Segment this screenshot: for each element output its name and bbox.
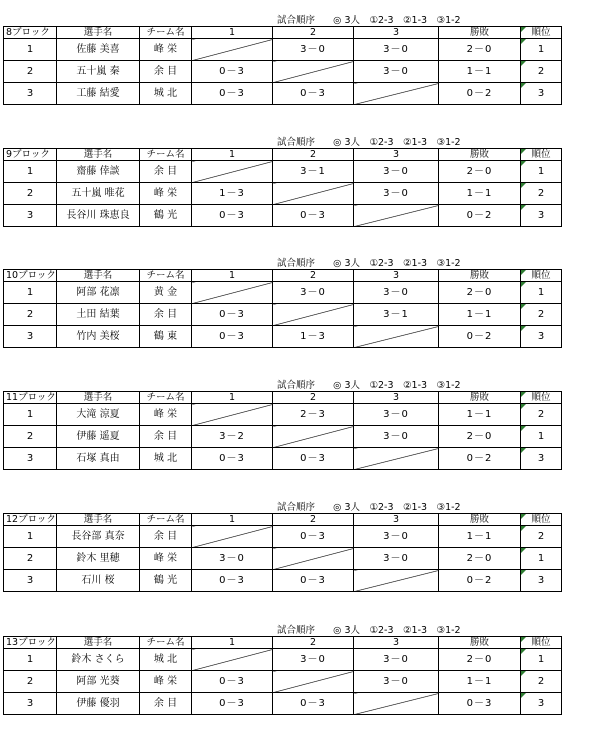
- team-name: 余 目: [140, 61, 192, 83]
- header-win-loss: 勝敗: [439, 149, 521, 161]
- result-vs-1: 3－2: [192, 426, 273, 448]
- match-order-detail: ◎ 3人 ①2-3 ②1-3 ③1-2: [333, 380, 461, 391]
- result-vs-3: 3－0: [354, 671, 439, 693]
- self-match-cell: [354, 693, 439, 715]
- result-vs-3: 3－0: [354, 426, 439, 448]
- result-vs-1: 0－3: [192, 205, 273, 227]
- team-name: 鶴 光: [140, 570, 192, 592]
- header-col-2: 2: [273, 514, 354, 526]
- result-vs-2: 0－3: [273, 526, 354, 548]
- result-vs-2: 1－3: [273, 326, 354, 348]
- match-order-label: 試合順序: [277, 502, 316, 513]
- result-vs-3: 3－0: [354, 649, 439, 671]
- player-number: 3: [4, 205, 57, 227]
- player-name: 佐藤 美喜: [57, 39, 140, 61]
- block-name: 12ブロック: [4, 514, 57, 526]
- self-match-cell: [354, 326, 439, 348]
- match-order-label: 試合順序: [277, 380, 316, 391]
- win-loss: 1－1: [439, 61, 521, 83]
- player-number: 3: [4, 83, 57, 105]
- header-player: 選手名: [57, 270, 140, 282]
- team-name: 城 北: [140, 83, 192, 105]
- header-col-2: 2: [273, 637, 354, 649]
- win-loss: 1－1: [439, 183, 521, 205]
- header-player: 選手名: [57, 637, 140, 649]
- player-number: 2: [4, 61, 57, 83]
- match-order-detail: ◎ 3人 ①2-3 ②1-3 ③1-2: [333, 137, 461, 148]
- table-row: [4, 83, 562, 105]
- rank: 3: [521, 448, 562, 470]
- header-col-3: 3: [354, 149, 439, 161]
- player-name: 竹内 美桜: [57, 326, 140, 348]
- win-loss: 1－1: [439, 526, 521, 548]
- table-row: [4, 526, 562, 548]
- table-row: [4, 570, 562, 592]
- header-col-2: 2: [273, 270, 354, 282]
- block-table: [3, 391, 562, 470]
- player-number: 1: [4, 526, 57, 548]
- header-team: チーム名: [140, 270, 192, 282]
- team-name: 峰 栄: [140, 548, 192, 570]
- header-row: [4, 392, 562, 404]
- block-name: 10ブロック: [4, 270, 57, 282]
- header-row: [4, 149, 562, 161]
- player-name: 鈴木 さくら: [57, 649, 140, 671]
- win-loss: 2－0: [439, 548, 521, 570]
- block-table: [3, 636, 562, 715]
- player-name: 長谷川 珠恵良: [57, 205, 140, 227]
- result-vs-1: 0－3: [192, 61, 273, 83]
- header-col-1: 1: [192, 637, 273, 649]
- header-col-1: 1: [192, 27, 273, 39]
- win-loss: 2－0: [439, 39, 521, 61]
- result-vs-3: 3－0: [354, 282, 439, 304]
- team-name: 峰 栄: [140, 671, 192, 693]
- result-vs-2: 0－3: [273, 693, 354, 715]
- header-rank: 順位: [521, 392, 562, 404]
- result-vs-2: 0－3: [273, 83, 354, 105]
- table-row: [4, 205, 562, 227]
- block-table: [3, 269, 562, 348]
- result-vs-2: 3－0: [273, 39, 354, 61]
- header-col-3: 3: [354, 514, 439, 526]
- player-name: 長谷部 真奈: [57, 526, 140, 548]
- block-table: [3, 148, 562, 227]
- player-number: 2: [4, 426, 57, 448]
- rank: 2: [521, 526, 562, 548]
- table-row: [4, 304, 562, 326]
- header-col-2: 2: [273, 27, 354, 39]
- result-vs-3: 3－0: [354, 183, 439, 205]
- table-row: [4, 404, 562, 426]
- player-name: 工藤 結愛: [57, 83, 140, 105]
- match-order-label: 試合順序: [277, 625, 316, 636]
- header-win-loss: 勝敗: [439, 270, 521, 282]
- result-vs-1: 0－3: [192, 326, 273, 348]
- self-match-cell: [273, 671, 354, 693]
- match-order-detail: ◎ 3人 ①2-3 ②1-3 ③1-2: [333, 625, 461, 636]
- result-vs-1: 0－3: [192, 693, 273, 715]
- player-number: 1: [4, 282, 57, 304]
- result-vs-3: 3－0: [354, 404, 439, 426]
- team-name: 黄 金: [140, 282, 192, 304]
- result-vs-2: 0－3: [273, 205, 354, 227]
- table-row: [4, 426, 562, 448]
- result-vs-3: 3－0: [354, 61, 439, 83]
- table-row: [4, 183, 562, 205]
- player-number: 3: [4, 326, 57, 348]
- player-name: 伊藤 遥夏: [57, 426, 140, 448]
- player-number: 1: [4, 39, 57, 61]
- player-number: 3: [4, 693, 57, 715]
- header-row: [4, 270, 562, 282]
- result-vs-3: 3－0: [354, 161, 439, 183]
- result-vs-2: 3－0: [273, 282, 354, 304]
- rank: 3: [521, 83, 562, 105]
- result-vs-2: 2－3: [273, 404, 354, 426]
- block-table: [3, 513, 562, 592]
- win-loss: 1－1: [439, 671, 521, 693]
- player-name: 五十嵐 秦: [57, 61, 140, 83]
- result-vs-2: 3－0: [273, 649, 354, 671]
- header-col-1: 1: [192, 270, 273, 282]
- header-player: 選手名: [57, 514, 140, 526]
- result-vs-1: 1－3: [192, 183, 273, 205]
- rank: 3: [521, 693, 562, 715]
- player-number: 2: [4, 671, 57, 693]
- rank: 3: [521, 570, 562, 592]
- result-vs-1: 0－3: [192, 671, 273, 693]
- self-match-cell: [192, 282, 273, 304]
- header-win-loss: 勝敗: [439, 514, 521, 526]
- team-name: 余 目: [140, 693, 192, 715]
- block-name: 9ブロック: [4, 149, 57, 161]
- player-name: 阿部 光葵: [57, 671, 140, 693]
- player-number: 2: [4, 548, 57, 570]
- self-match-cell: [273, 304, 354, 326]
- team-name: 余 目: [140, 304, 192, 326]
- player-number: 2: [4, 304, 57, 326]
- win-loss: 2－0: [439, 161, 521, 183]
- self-match-cell: [354, 448, 439, 470]
- team-name: 余 目: [140, 426, 192, 448]
- win-loss: 0－2: [439, 570, 521, 592]
- result-vs-1: 0－3: [192, 570, 273, 592]
- table-row: [4, 282, 562, 304]
- team-name: 余 目: [140, 161, 192, 183]
- rank: 2: [521, 671, 562, 693]
- win-loss: 2－0: [439, 426, 521, 448]
- table-row: [4, 693, 562, 715]
- table-row: [4, 649, 562, 671]
- player-name: 阿部 花凛: [57, 282, 140, 304]
- header-rank: 順位: [521, 149, 562, 161]
- table-row: [4, 326, 562, 348]
- rank: 2: [521, 404, 562, 426]
- win-loss: 0－2: [439, 83, 521, 105]
- header-team: チーム名: [140, 514, 192, 526]
- block-table: [3, 26, 562, 105]
- self-match-cell: [354, 83, 439, 105]
- header-team: チーム名: [140, 149, 192, 161]
- rank: 2: [521, 304, 562, 326]
- header-col-3: 3: [354, 392, 439, 404]
- result-vs-1: 0－3: [192, 448, 273, 470]
- result-vs-2: 0－3: [273, 570, 354, 592]
- win-loss: 0－3: [439, 693, 521, 715]
- header-team: チーム名: [140, 27, 192, 39]
- result-vs-3: 3－0: [354, 548, 439, 570]
- player-name: 齋藤 倖談: [57, 161, 140, 183]
- header-row: [4, 514, 562, 526]
- win-loss: 0－2: [439, 448, 521, 470]
- header-col-2: 2: [273, 149, 354, 161]
- header-rank: 順位: [521, 27, 562, 39]
- table-row: [4, 61, 562, 83]
- self-match-cell: [273, 183, 354, 205]
- team-name: 余 目: [140, 526, 192, 548]
- self-match-cell: [273, 426, 354, 448]
- rank: 1: [521, 39, 562, 61]
- header-col-1: 1: [192, 149, 273, 161]
- team-name: 峰 栄: [140, 39, 192, 61]
- player-name: 大滝 涼夏: [57, 404, 140, 426]
- team-name: 峰 栄: [140, 183, 192, 205]
- header-col-1: 1: [192, 514, 273, 526]
- header-col-2: 2: [273, 392, 354, 404]
- player-number: 1: [4, 649, 57, 671]
- block-name: 13ブロック: [4, 637, 57, 649]
- self-match-cell: [192, 526, 273, 548]
- result-vs-3: 3－1: [354, 304, 439, 326]
- header-rank: 順位: [521, 637, 562, 649]
- player-name: 伊藤 優羽: [57, 693, 140, 715]
- table-row: [4, 39, 562, 61]
- player-number: 3: [4, 570, 57, 592]
- self-match-cell: [192, 404, 273, 426]
- player-number: 3: [4, 448, 57, 470]
- self-match-cell: [192, 161, 273, 183]
- player-number: 1: [4, 161, 57, 183]
- match-order-label: 試合順序: [277, 258, 316, 269]
- table-row: [4, 448, 562, 470]
- team-name: 城 北: [140, 448, 192, 470]
- rank: 1: [521, 161, 562, 183]
- win-loss: 2－0: [439, 282, 521, 304]
- team-name: 鶴 東: [140, 326, 192, 348]
- win-loss: 1－1: [439, 304, 521, 326]
- result-vs-3: 3－0: [354, 526, 439, 548]
- rank: 1: [521, 282, 562, 304]
- self-match-cell: [273, 61, 354, 83]
- player-name: 土田 結葉: [57, 304, 140, 326]
- player-number: 1: [4, 404, 57, 426]
- table-row: [4, 161, 562, 183]
- team-name: 峰 栄: [140, 404, 192, 426]
- player-name: 五十嵐 唯花: [57, 183, 140, 205]
- header-player: 選手名: [57, 149, 140, 161]
- self-match-cell: [354, 205, 439, 227]
- player-number: 2: [4, 183, 57, 205]
- player-name: 鈴木 里穂: [57, 548, 140, 570]
- block-name: 11ブロック: [4, 392, 57, 404]
- rank: 1: [521, 548, 562, 570]
- header-player: 選手名: [57, 27, 140, 39]
- match-order-label: 試合順序: [277, 137, 316, 148]
- win-loss: 0－2: [439, 205, 521, 227]
- rank: 3: [521, 205, 562, 227]
- match-order-detail: ◎ 3人 ①2-3 ②1-3 ③1-2: [333, 258, 461, 269]
- match-order-detail: ◎ 3人 ①2-3 ②1-3 ③1-2: [333, 15, 461, 26]
- win-loss: 1－1: [439, 404, 521, 426]
- header-col-3: 3: [354, 27, 439, 39]
- header-team: チーム名: [140, 637, 192, 649]
- rank: 3: [521, 326, 562, 348]
- header-win-loss: 勝敗: [439, 392, 521, 404]
- self-match-cell: [192, 649, 273, 671]
- player-name: 石川 桜: [57, 570, 140, 592]
- header-win-loss: 勝敗: [439, 27, 521, 39]
- self-match-cell: [273, 548, 354, 570]
- win-loss: 0－2: [439, 326, 521, 348]
- result-vs-1: 3－0: [192, 548, 273, 570]
- self-match-cell: [354, 570, 439, 592]
- header-row: [4, 637, 562, 649]
- header-row: [4, 27, 562, 39]
- self-match-cell: [192, 39, 273, 61]
- match-order-label: 試合順序: [277, 15, 316, 26]
- result-vs-2: 0－3: [273, 448, 354, 470]
- header-col-1: 1: [192, 392, 273, 404]
- rank: 1: [521, 426, 562, 448]
- team-name: 鶴 光: [140, 205, 192, 227]
- header-rank: 順位: [521, 270, 562, 282]
- result-vs-2: 3－1: [273, 161, 354, 183]
- rank: 1: [521, 649, 562, 671]
- result-vs-3: 3－0: [354, 39, 439, 61]
- win-loss: 2－0: [439, 649, 521, 671]
- player-name: 石塚 真由: [57, 448, 140, 470]
- header-col-3: 3: [354, 270, 439, 282]
- table-row: [4, 548, 562, 570]
- header-col-3: 3: [354, 637, 439, 649]
- result-vs-1: 0－3: [192, 83, 273, 105]
- header-player: 選手名: [57, 392, 140, 404]
- table-row: [4, 671, 562, 693]
- team-name: 城 北: [140, 649, 192, 671]
- result-vs-1: 0－3: [192, 304, 273, 326]
- header-team: チーム名: [140, 392, 192, 404]
- header-win-loss: 勝敗: [439, 637, 521, 649]
- block-name: 8ブロック: [4, 27, 57, 39]
- rank: 2: [521, 183, 562, 205]
- match-order-detail: ◎ 3人 ①2-3 ②1-3 ③1-2: [333, 502, 461, 513]
- rank: 2: [521, 61, 562, 83]
- header-rank: 順位: [521, 514, 562, 526]
